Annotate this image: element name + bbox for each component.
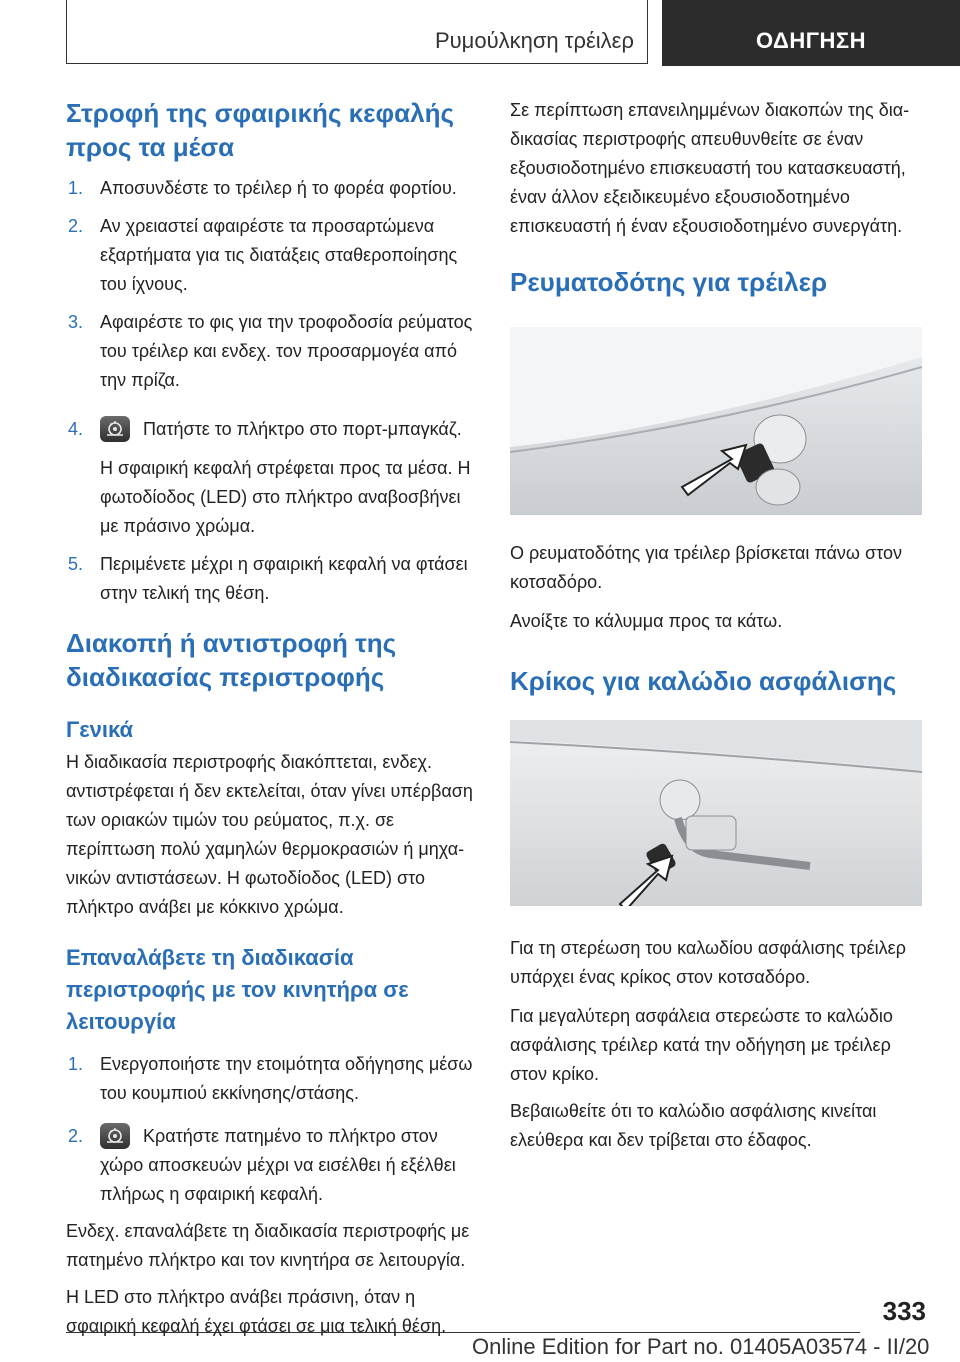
inward-steps <box>66 174 478 608</box>
ring-text-3: Βεβαιωθείτε ότι το καλώδιο ασφάλισης κινείται ελεύθερα και δεν τρίβεται στο έδαφος. <box>510 1101 877 1150</box>
general-paragraph: Η διαδικασία περιστροφής διακόπτεται, ενδεχ. αντιστρέφεται ή δεν εκτελείται, όταν γίνει υπέρβαση των οριακών τιμών του ρεύματος, π.χ. σε περίπτωση πολύ χαμηλών θερμοκρασιών ή μηχανικών αντιστάσεων. Η φωτοδίοδος (LED) στο πλήκτρο ανάβει με κόκκινο χρώμα. <box>66 752 473 917</box>
left-column <box>66 96 478 1341</box>
tow-hitch-button-icon <box>100 416 130 442</box>
footer-divider <box>66 1332 860 1333</box>
heading-safety-cable-ring: Κρίκος για καλώδιο ασφάλισης <box>510 666 897 696</box>
repeat-note-2: Η LED στο πλήκτρο ανάβει πράσινη, όταν η σφαιρική κεφαλή έχει φτάσει σε μια τελική θέση. <box>66 1287 447 1336</box>
socket-location-text: Ο ρευματοδότης για τρέιλερ βρίσκεται πάνω στον κοτσαδόρο. <box>510 543 902 592</box>
list-item: 3. Αφαιρέστε το φις για την τροφοδοσία ρεύματος του τρέιλερ και ενδεχ. τον προσαρμογέα από την πρίζα. <box>68 312 473 390</box>
right-column <box>510 96 926 1155</box>
ring-text-2: Για μεγαλύτερη ασφάλεια στερεώστε το καλώδιο ασφάλισης τρέιλερ κατά την οδήγηση με τρέιλερ στον κρίκο. <box>510 1006 893 1084</box>
repeated-interrupts-paragraph: Σε περίπτωση επανειλημμένων διακοπών της διαδικασίας περιστροφής απευθυνθείτε σε έναν εξουσιοδοτημένο επισκευαστή του κατασκευαστή, έναν άλλον εξειδικευμένο εξουσιοδοτημένο επισκευαστή ή έναν εξουσιοδοτημένο συνεργάτη. <box>510 100 910 236</box>
list-item: 4. Πατήστε το πλήκτρο στο πορτ-μπαγκάζ. Η σφαιρική κεφαλή στρέφεται προς τα μέσα. Η φωτοδίοδος (LED) στο πλήκτρο αναβοσβήνει με πράσινο χρώμα. <box>66 415 478 541</box>
footer-edition: Online Edition for Part no. 01405A03574 - II/20 <box>472 1334 930 1359</box>
list-item: 2. Αν χρειαστεί αφαιρέστε τα προσαρτώμενα εξαρτήματα για τις διατάξεις σταθεροποίησης του ίχνους. <box>68 216 458 294</box>
page-number: 333 <box>882 1296 926 1326</box>
heading-general: Γενικά <box>66 717 134 742</box>
heading-turn-inward: Στροφή της σφαιρικής κεφαλής προς τα μέσα <box>66 98 454 162</box>
list-item: 1. Ενεργοποιήστε την ετοιμότητα οδήγησης μέσω του κουμπιού εκκίνησης/στάσης. <box>68 1054 473 1103</box>
header-chapter-tab: ΟΔΗΓΗΣΗ <box>662 0 960 66</box>
repeat-steps <box>66 1050 478 1209</box>
heading-interrupt-reverse: Διακοπή ή αντιστροφή της διαδικασίας περιστροφής <box>66 628 397 692</box>
safety-cable-ring-photo <box>510 720 922 906</box>
list-item: 1. Αποσυνδέστε το τρέιλερ ή το φορέα φορτίου. <box>68 178 457 198</box>
heading-trailer-socket: Ρευματοδότης για τρέιλερ <box>510 267 828 297</box>
tow-hitch-button-icon <box>100 1123 130 1149</box>
header-section-title: Ρυμούλκηση τρέιλερ <box>434 28 634 53</box>
socket-open-text: Ανοίξτε το κάλυμμα προς τα κάτω. <box>510 611 783 631</box>
trailer-socket-photo <box>510 327 922 515</box>
repeat-note-1: Ενδεχ. επαναλάβετε τη διαδικασία περιστροφής με πατημένο πλήκτρο και τον κινητήρα σε λειτουργία. <box>66 1221 470 1270</box>
list-item: 2. Κρατήστε πατημένο το πλήκτρο στον χώρο αποσκευών μέχρι να εισέλθει ή εξέλθει πλήρως η σφαιρική κεφαλή. <box>66 1122 478 1209</box>
heading-repeat-with-engine: Επαναλάβετε τη διαδικασία περιστροφής με τον κινητήρα σε λειτουργία <box>66 945 409 1034</box>
ring-text-1: Για τη στερέωση του καλωδίου ασφάλισης τρέιλερ υπάρχει ένας κρίκος στον κοτσαδόρο. <box>510 938 906 987</box>
list-item: 5. Περιμένετε μέχρι η σφαιρική κεφαλή να φτάσει στην τελική της θέση. <box>68 554 468 603</box>
